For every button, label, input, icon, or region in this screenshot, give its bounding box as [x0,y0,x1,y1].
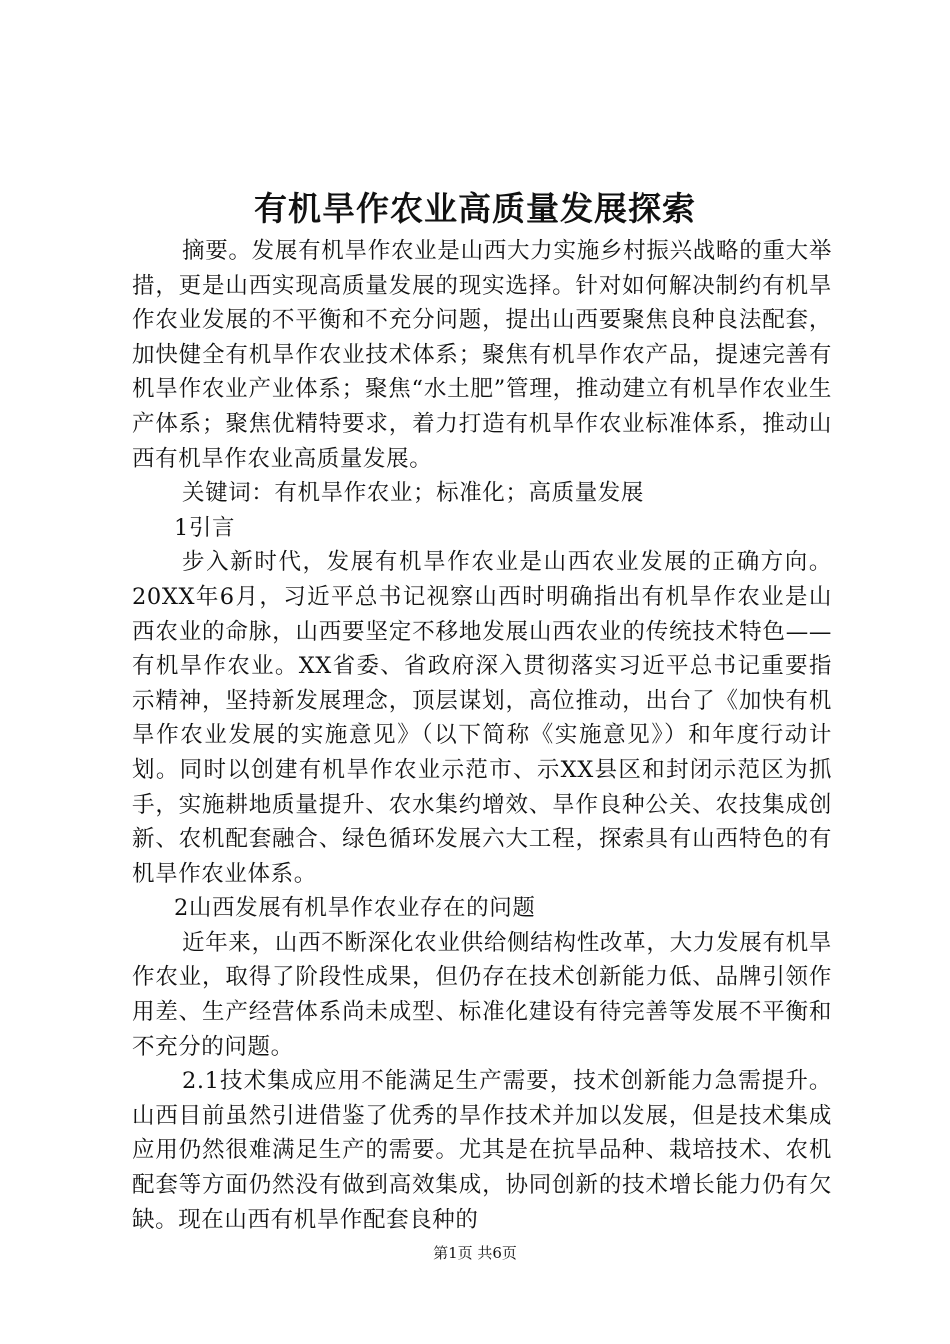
abstract-paragraph: 摘要。发展有机旱作农业是山西大力实施乡村振兴战略的重大举措，更是山西实现高质量发展的现实选择。针对如何解决制约有机旱作农业发展的不平衡和不充分问题，提出山西要聚焦良种良法配套，加快健全有机旱作农业技术体系；聚焦有机旱作农产品，提速完善有机旱作农业产业体系；聚焦“水土肥”管理，推动建立有机旱作农业生产体系；聚焦优精特要求，着力打造有机旱作农业标准体系，推动山西有机旱作农业高质量发展。 [132,238,832,472]
document-body [132,234,832,1237]
page-number-footer: 第1页 共6页 [433,1244,517,1262]
subsection-2-1-paragraph: 2.1技术集成应用不能满足生产需要，技术创新能力急需提升。山西目前虽然引进借鉴了优秀的旱作技术并加以发展，但是技术集成应用仍然很难满足生产的需要。尤其是在抗旱品种、栽培技术、农机配套等方面仍然没有做到高效集成，协同创新的技术增长能力仍有欠缺。现在山西有机旱作配套良种的 [132,1068,832,1233]
section-heading-introduction: 1引言 [174,514,236,541]
document-title: 有机旱作农业高质量发展探索 [254,189,696,228]
keywords-line: 关键词：有机旱作农业；标准化；高质量发展 [182,480,645,507]
problems-paragraph: 近年来，山西不断深化农业供给侧结构性改革，大力发展有机旱作农业，取得了阶段性成果，但仍存在技术创新能力低、品牌引领作用差、生产经营体系尚未成型、标准化建设有待完善等发展不平衡和不充分的问题。 [132,929,832,1060]
introduction-paragraph: 步入新时代，发展有机旱作农业是山西农业发展的正确方向。20XX年6月，习近平总书记视察山西时明确指出有机旱作农业是山西农业的命脉，山西要坚定不移地发展山西农业的传统技术特色——有机旱作农业。XX省委、省政府深入贯彻落实习近平总书记重要指示精神，坚持新发展理念，顶层谋划，高位推动，出台了《加快有机旱作农业发展的实施意见》（以下简称《实施意见》）和年度行动计划。同时以创建有机旱作农业示范市、示XX县区和封闭示范区为抓手，实施耕地质量提升、农水集约增效、旱作良种公关、农技集成创新、农机配套融合、绿色循环发展六大工程，探索具有山西特色的有机旱作农业体系。 [132,549,832,887]
section-heading-problems: 2山西发展有机旱作农业存在的问题 [174,895,536,922]
